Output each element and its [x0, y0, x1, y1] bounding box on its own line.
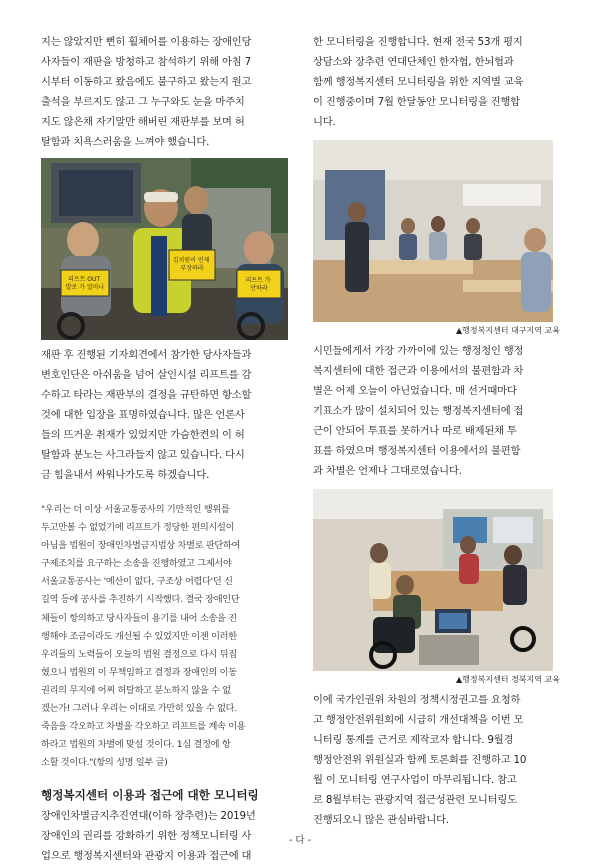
left-paragraph-1: 지는 않았지만 뻔히 휠체어를 이용하는 장애인당 사자들이 재판을 방청하고 참석하기 위해 아침 7 시부터 이동하고 왔음에도 불구하고 왔는지 원고 출석을 부르지도 않고 그 누구와도 눈을 마주치 지도 않은채 자기말만 해버린 재판부를 보며 허 탈함과 치욕스러움을 느껴야 했습니다. [41, 36, 252, 148]
gyeongbuk-training-photo-image [313, 489, 553, 671]
section-heading: 행정복지센터 이용과 접근에 대한 모니터링 [41, 788, 259, 803]
daegu-training-photo-image [313, 140, 553, 322]
page-number: - 다 - [288, 835, 312, 846]
protest-sign-2-line-1: 김치원이 언제 [172, 257, 210, 264]
gyeongbuk-training-caption: ▲행정복지센터 경북지역 교육 [456, 675, 560, 684]
right-column [313, 32, 560, 830]
right-paragraph-3: 이에 국가인권위 차원의 정책시정권고를 요청하 고 행정안전위원회에 시급히 개선대책을 이번 모 니터링 통계를 근거로 제작코자 합니다. 9월경 행정안전위 위원실과 함께 토론회를 진행하고 10 월 이 모니터링 연구사업이 마무리됩니다. 참고 로 8월부터는 관광지역 접근성관련 모니터링도 진행되오니 많은 관심바랍니다. [313, 694, 527, 826]
gyeongbuk-training-photo [313, 489, 553, 671]
protest-statement-quote: "우리는 더 이상 서울교통공사의 기만적인 행위를 두고만볼 수 없었기에 리프트가 정당한 편의시설이 아님을 법원이 장애인차별금지법상 차별로 판단하여 구제조치를 요구하는 소송을 진행하였고 그제서야 서울교통공사는 '예산이 없다, 구조상 어렵다'던 신 길역 등에 공사를 추진하기 시작했다. 결국 장애인단 체들이 항의하고 당사자들이 용기를 내어 소송을 진 행해야 조금이라도 개선될 수 있었지만 이젠 이러한 우리들의 노력들이 오늘의 법원 결정으로 다시 뒤집 혔으니 법원의 이 무책임하고 결정과 장애인의 이동 권리의 무지에 어찌 허탈하고 분노하지 않을 수 없 겠는가! 그러나 우리는 이대로 가만히 있을 수 없다. 죽음을 각오하고 차별을 각오하고 리프트를 계속 이용 하라고 법원의 차별에 맞설 것이다. 1심 결정에 항 소할 것이다."(항의 성명 일부 글) [41, 504, 246, 769]
daegu-training-caption: ▲행정복지센터 대구지역 교육 [456, 326, 560, 335]
protest-sign-3-line-1: 리프트 가 [245, 277, 271, 284]
daegu-training-photo [313, 140, 553, 322]
protest-sign-3-line-2: 안하라 [250, 285, 268, 292]
left-column [41, 32, 288, 866]
protest-photo [41, 158, 288, 340]
right-paragraph-2: 시민들에게서 가장 가까이에 있는 행정청인 행정 복지센터에 대한 접근과 이용에서의 불편함과 차 별은 어제 오늘이 아닌었습니다. 매 선거때마다 기표소가 많이 설치되어 있는 행정복지센터에 접 근이 안되어 투표를 못하거나 따로 배제된채 투 표를 하였으며 행정복지센터 이용에서의 불편함 과 차별은 언제나 그대로였습니다. [313, 345, 524, 477]
protest-photo-image [41, 158, 288, 340]
right-paragraph-1: 한 모니터링을 진행합니다. 현재 전국 53개 평지 상담소와 장추련 연대단체인 한자협, 한뇌협과 함께 행정복지센터 모니터링을 위한 지역별 교육 이 진행중이며 7월 한달동안 모니터링을 진행합 니다. [313, 36, 524, 128]
left-paragraph-2: 재판 후 진행된 기자회견에서 참가한 당사자들과 변호인단은 아쉬움을 넘어 살인시설 리프트를 감 수하고 타라는 재판부의 결정을 규탄하면 항소할 것에 대한 입장을 표명하였습니다. 많은 언론사 들의 뜨거운 취재가 있었지만 가슴한켠의 이 허 탈함과 분노는 사그라들지 않고 있습니다. 다시 금 힘을내서 싸워나가도록 하겠습니다. [41, 349, 252, 481]
left-paragraph-3: 장애인차별금지추진연대(이하 장추련)는 2019년 장애인의 권리를 강화하기 위한 정책모니터링 사 업으로 행정복지센터와 관광지 이용과 접근에 대 [41, 810, 256, 863]
protest-sign-2-line-2: 부장하라 [180, 265, 204, 272]
protest-sign-1-line-1: 리프트 OUT [68, 276, 101, 283]
protest-sign-1-line-2: 발로 가 얼마나 [65, 284, 105, 291]
